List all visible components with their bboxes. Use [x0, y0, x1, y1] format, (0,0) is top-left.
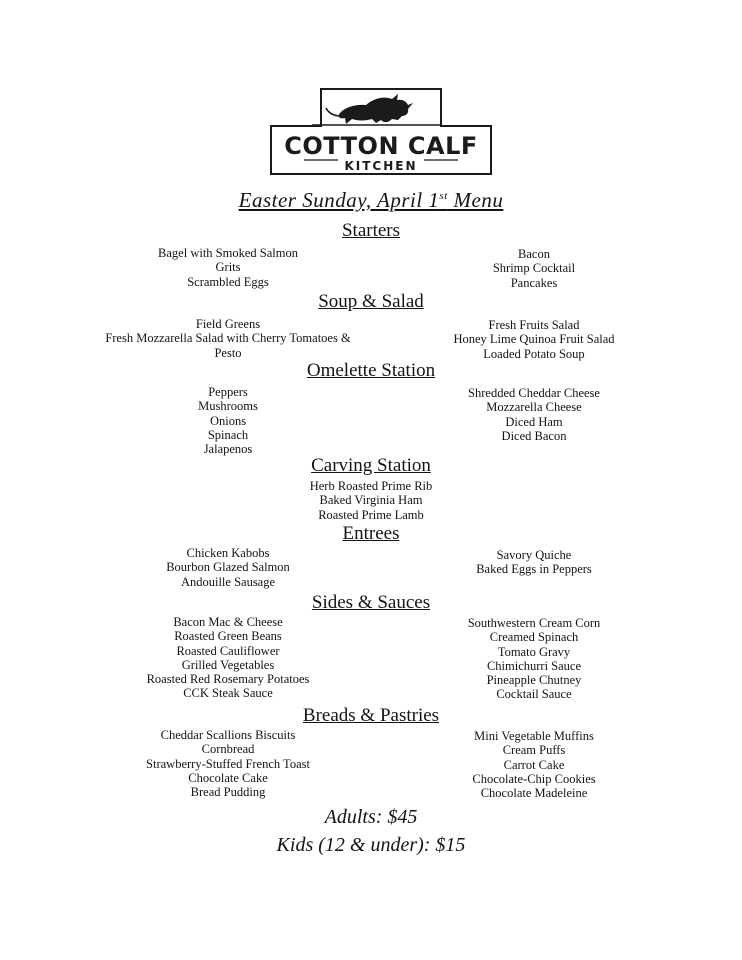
starters-left-list: [90, 246, 366, 289]
menu-item: Bourbon Glazed Salmon: [166, 560, 290, 575]
menu-item: Bagel with Smoked Salmon: [158, 246, 298, 260]
entrees-right-list: [396, 548, 672, 577]
omelette-right-list: [396, 386, 672, 443]
menu-item: Diced Ham: [505, 414, 563, 429]
menu-item: Chocolate-Chip Cookies: [472, 771, 596, 786]
menu-item: Cheddar Scallions Biscuits: [160, 728, 296, 742]
menu-item: Cornbread: [201, 742, 255, 757]
bull-icon: [312, 94, 442, 125]
menu-item: Bacon: [518, 247, 550, 261]
menu-item: Strawberry-Stuffed French Toast: [146, 756, 310, 771]
logo-name: COTTON CALF: [284, 132, 478, 160]
menu-item: Chicken Kabobs: [186, 546, 270, 560]
menu-item: Pesto: [214, 345, 242, 360]
menu-item: Andouille Sausage: [180, 574, 276, 589]
menu-item: Mini Vegetable Muffins: [474, 729, 594, 743]
carving-list: [231, 479, 511, 522]
logo-sub: KITCHEN: [344, 159, 418, 173]
menu-item: Honey Lime Quinoa Fruit Salad: [453, 332, 615, 347]
price-adults: Adults: $45: [324, 806, 418, 828]
omelette-left-list: [90, 385, 366, 456]
section-title-soup-salad: Soup & Salad: [318, 291, 424, 312]
menu-item: Shredded Cheddar Cheese: [468, 386, 600, 400]
starters-right-list: [396, 247, 672, 290]
section-title-carving: Carving Station: [311, 455, 431, 476]
section-title-entrees: Entrees: [342, 523, 400, 544]
menu-item: Mushrooms: [198, 399, 258, 414]
menu-item: CCK Steak Sauce: [183, 686, 273, 701]
menu-item: Pineapple Chutney: [486, 673, 582, 688]
breads-right-list: [396, 729, 672, 800]
menu-item: Cocktail Sauce: [496, 687, 572, 702]
menu-item: Roasted Cauliflower: [176, 643, 280, 658]
menu-item: Scrambled Eggs: [187, 274, 269, 289]
soup-salad-left-list: [90, 317, 366, 360]
menu-item: Roasted Red Rosemary Potatoes: [146, 672, 310, 687]
menu-item: Fresh Mozzarella Salad with Cherry Tomatoes &: [105, 331, 351, 346]
menu-item: Peppers: [208, 385, 248, 399]
menu-item: Carrot Cake: [503, 757, 565, 772]
sides-left-list: [90, 615, 366, 701]
menu-item: Roasted Green Beans: [174, 629, 282, 644]
menu-item: Spinach: [207, 427, 249, 442]
menu-item: Jalapenos: [203, 442, 253, 457]
menu-item: Cream Puffs: [502, 743, 566, 758]
menu-item: Diced Bacon: [501, 428, 567, 443]
menu-item: Chocolate Cake: [188, 770, 268, 785]
sides-right-list: [396, 616, 672, 702]
section-title-sides: Sides & Sauces: [311, 592, 431, 613]
section-title-breads: Breads & Pastries: [302, 705, 440, 726]
menu-item: Tomato Gravy: [497, 644, 571, 659]
menu-item: Bread Pudding: [190, 785, 266, 800]
menu-item: Savory Quiche: [496, 548, 572, 562]
menu-item: Grits: [215, 260, 241, 275]
menu-item: Fresh Fruits Salad: [488, 318, 580, 332]
menu-item: Bacon Mac & Cheese: [173, 615, 283, 629]
menu-item: Baked Virginia Ham: [319, 493, 423, 508]
menu-item: Loaded Potato Soup: [483, 346, 585, 361]
menu-item: Baked Eggs in Peppers: [476, 562, 592, 577]
menu-item: Chocolate Madeleine: [480, 786, 588, 801]
section-title-starters: Starters: [341, 220, 401, 241]
soup-salad-right-list: [396, 318, 672, 361]
menu-item: Field Greens: [195, 317, 261, 331]
price-kids: Kids (12 & under): $15: [276, 834, 466, 856]
menu-item: Onions: [209, 413, 247, 428]
menu-item: Southwestern Cream Corn: [467, 616, 601, 630]
menu-item: Grilled Vegetables: [181, 657, 275, 672]
breads-left-list: [90, 728, 366, 799]
section-title-omelette: Omelette Station: [306, 360, 436, 381]
menu-item: Herb Roasted Prime Rib: [309, 479, 433, 493]
entrees-left-list: [90, 546, 366, 589]
menu-title: Easter Sunday, April 1st Menu: [238, 188, 504, 212]
cotton-calf-logo: [266, 86, 496, 178]
menu-item: Pancakes: [510, 275, 558, 290]
menu-item: Roasted Prime Lamb: [318, 507, 424, 522]
menu-item: Shrimp Cocktail: [492, 261, 576, 276]
menu-item: Mozzarella Cheese: [486, 400, 582, 415]
menu-item: Creamed Spinach: [489, 630, 579, 645]
menu-item: Chimichurri Sauce: [486, 658, 582, 673]
